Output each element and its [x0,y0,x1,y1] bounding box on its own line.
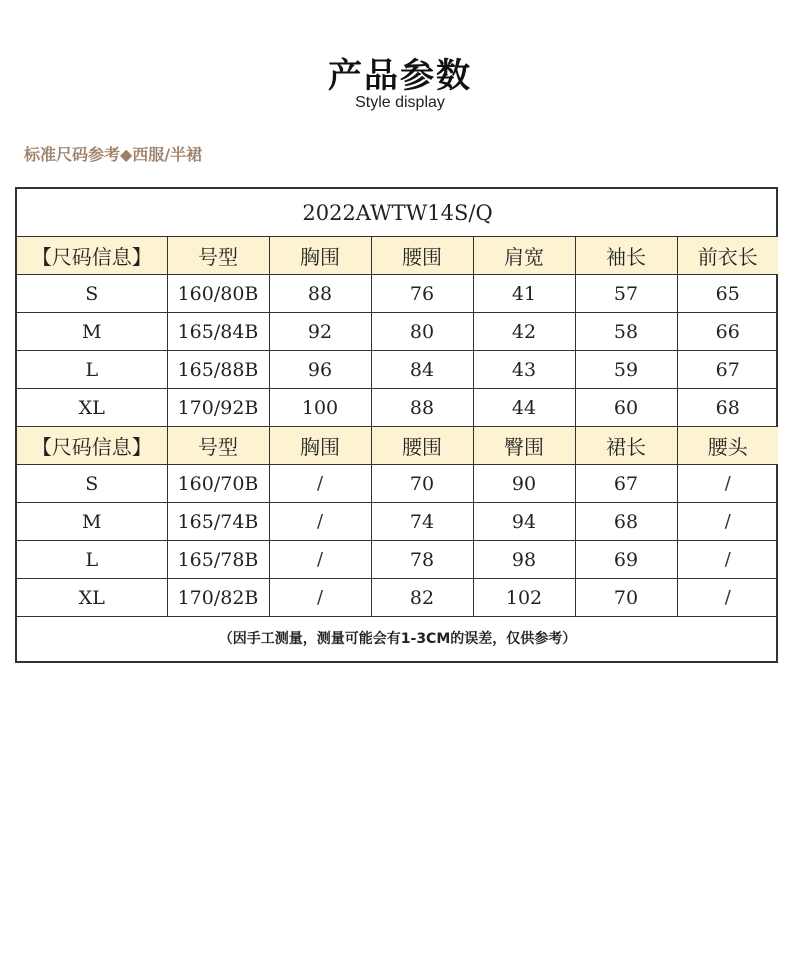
table-cell: 160/80B [167,275,269,313]
table-cell: 43 [473,351,575,389]
page-title: 产品参数 [328,56,472,96]
table-cell: 76 [371,275,473,313]
table-cell: 80 [371,313,473,351]
table-cell: 96 [269,351,371,389]
header-cell: 前衣长 [677,237,778,275]
skirt-row [17,541,778,579]
table-cell: S [17,465,167,503]
blazer-row [17,351,778,389]
table-cell: 84 [371,351,473,389]
table-cell: 90 [473,465,575,503]
header-cell: 【尺码信息】 [17,237,167,275]
table-cell: 165/84B [167,313,269,351]
table-cell: M [17,313,167,351]
table-cell: 88 [269,275,371,313]
skirt-header-row [17,427,778,465]
table-cell: XL [17,389,167,427]
table-cell: 66 [677,313,778,351]
table-cell: 88 [371,389,473,427]
table-cell: 69 [575,541,677,579]
table-cell: L [17,541,167,579]
table-cell: 94 [473,503,575,541]
style-code: 2022AWTW14S/Q [17,189,778,237]
header-cell: 肩宽 [473,237,575,275]
table-cell: 165/88B [167,351,269,389]
table-cell: 92 [269,313,371,351]
section-label: 标准尺码参考◆西服/半裙 [24,145,203,164]
header-cell: 号型 [167,237,269,275]
header-cell: 【尺码信息】 [17,427,167,465]
header-cell: 裙长 [575,427,677,465]
table-cell: / [269,541,371,579]
table-cell: 170/92B [167,389,269,427]
table-cell: / [677,465,778,503]
header-cell: 胸围 [269,427,371,465]
blazer-row [17,389,778,427]
table-cell: 100 [269,389,371,427]
table-cell: L [17,351,167,389]
page-subtitle: Style display [355,94,445,111]
header-cell: 腰围 [371,427,473,465]
table-cell: / [269,465,371,503]
header-cell: 袖长 [575,237,677,275]
header-cell: 号型 [167,427,269,465]
table-cell: 70 [575,579,677,617]
table-cell: 67 [575,465,677,503]
table-cell: 160/70B [167,465,269,503]
table-cell: / [677,541,778,579]
table-cell: 44 [473,389,575,427]
table-cell: 102 [473,579,575,617]
skirt-row [17,579,778,617]
size-chart [15,187,778,663]
table-cell: 70 [371,465,473,503]
table-cell: 165/74B [167,503,269,541]
skirt-row [17,503,778,541]
table-cell: 65 [677,275,778,313]
table-cell: 68 [677,389,778,427]
table-cell: / [677,503,778,541]
table-cell: 82 [371,579,473,617]
table-cell: / [269,503,371,541]
note-row [17,617,778,660]
table-cell: 98 [473,541,575,579]
table-cell: 60 [575,389,677,427]
table-cell: 74 [371,503,473,541]
style-code-row [17,189,778,237]
blazer-row [17,275,778,313]
table-cell: 58 [575,313,677,351]
table-cell: 59 [575,351,677,389]
table-cell: XL [17,579,167,617]
table-cell: 67 [677,351,778,389]
table-cell: 57 [575,275,677,313]
table-cell: 78 [371,541,473,579]
table-cell: M [17,503,167,541]
blazer-row [17,313,778,351]
table-cell: 68 [575,503,677,541]
measurement-note: （因手工测量，测量可能会有1-3CM的误差，仅供参考） [17,617,778,660]
blazer-header-row [17,237,778,275]
table-cell: S [17,275,167,313]
size-table [17,189,778,659]
header-cell: 胸围 [269,237,371,275]
header-cell: 腰头 [677,427,778,465]
table-cell: / [269,579,371,617]
header-cell: 臀围 [473,427,575,465]
skirt-row [17,465,778,503]
table-cell: / [677,579,778,617]
table-cell: 42 [473,313,575,351]
table-cell: 170/82B [167,579,269,617]
table-cell: 41 [473,275,575,313]
header-cell: 腰围 [371,237,473,275]
table-cell: 165/78B [167,541,269,579]
